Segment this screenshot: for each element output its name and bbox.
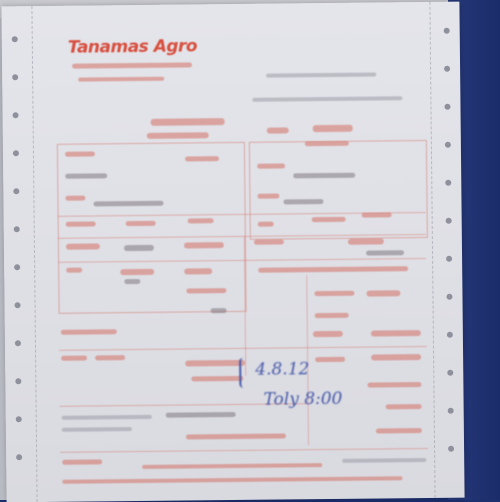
rule-line (60, 448, 428, 453)
row-smudge (315, 313, 349, 318)
tractor-hole (14, 264, 20, 270)
tractor-hole (16, 416, 22, 422)
field-label-smudge (185, 156, 219, 161)
tractor-hole (448, 408, 454, 414)
reference-block (249, 140, 428, 240)
tractor-holes-left (1, 6, 32, 502)
fineprint-smudge (62, 427, 132, 432)
tractor-hole (448, 446, 454, 452)
row-smudge (184, 268, 212, 274)
column-header-smudge (312, 217, 346, 222)
row-smudge (254, 239, 284, 244)
brand-logo (68, 36, 197, 57)
invoice-sheet (1, 2, 464, 502)
tractor-hole (444, 28, 450, 34)
row-smudge (366, 290, 400, 296)
totals-smudge (61, 356, 87, 361)
tractor-hole (13, 112, 19, 118)
handwritten-note-text: Toly 8:00 (263, 388, 343, 410)
tractor-hole (16, 454, 22, 460)
handwritten-date: 4.8.12 (255, 359, 310, 380)
header-grey-smudge (266, 72, 376, 77)
row-smudge (348, 238, 384, 244)
handwritten-note (231, 349, 348, 432)
row-smudge (366, 250, 404, 255)
field-value-smudge (93, 201, 163, 207)
footer-smudge (142, 463, 322, 469)
totals-smudge (386, 404, 422, 409)
row-smudge (314, 291, 354, 296)
tractor-hole (446, 218, 452, 224)
row-smudge (66, 243, 100, 249)
tractor-hole (444, 66, 450, 72)
field-value-smudge (283, 199, 323, 204)
tractor-hole (447, 332, 453, 338)
logo-subtitle-smudge (72, 62, 192, 68)
field-label-smudge (257, 194, 279, 199)
tractor-hole (12, 36, 18, 42)
row-smudge (258, 266, 408, 273)
footer-smudge (62, 476, 402, 484)
totals-smudge (95, 355, 125, 360)
tractor-hole (15, 340, 21, 346)
label-smudge (267, 127, 289, 133)
field-value-smudge (293, 173, 355, 179)
column-header-smudge (66, 221, 96, 226)
column-header-smudge (188, 218, 214, 223)
column-header-smudge (126, 221, 156, 226)
tractor-hole (444, 104, 450, 110)
field-label-smudge (65, 151, 95, 156)
form-title-smudge (151, 118, 225, 126)
tractor-hole (12, 74, 18, 80)
fineprint-smudge (186, 433, 286, 439)
perforation-left (31, 6, 37, 502)
tractor-hole (15, 302, 21, 308)
totals-smudge (371, 354, 421, 361)
column-header-smudge (258, 222, 274, 227)
tractor-hole (446, 294, 452, 300)
totals-smudge (367, 382, 421, 388)
row-smudge (184, 242, 224, 248)
footer-smudge (342, 458, 426, 463)
field-label-smudge (257, 163, 285, 168)
row-smudge (120, 269, 154, 275)
tractor-holes-right (433, 2, 464, 498)
tractor-hole (445, 180, 451, 186)
address-smudge (78, 77, 164, 82)
totals-smudge (376, 428, 422, 433)
footer-smudge (62, 459, 102, 464)
row-smudge (186, 288, 226, 293)
tractor-hole (13, 188, 19, 194)
tractor-hole (13, 150, 19, 156)
fineprint-smudge (166, 412, 236, 418)
tractor-hole (15, 378, 21, 384)
form-title-smudge (147, 132, 209, 139)
fineprint-smudge (62, 415, 152, 420)
tractor-hole (446, 256, 452, 262)
pen-stroke (239, 358, 249, 388)
header-grey-smudge (252, 96, 402, 102)
column-header-smudge (362, 212, 392, 217)
row-smudge (124, 279, 140, 284)
totals-smudge (371, 330, 421, 337)
invoice-number-smudge (313, 125, 353, 132)
tractor-hole (447, 370, 453, 376)
tractor-hole (445, 142, 451, 148)
brand-logo-text: Tanamas Agro (67, 36, 198, 58)
row-smudge (211, 308, 227, 313)
tractor-hole (14, 226, 20, 232)
row-smudge (66, 268, 82, 273)
field-label-smudge (65, 196, 85, 201)
row-smudge (124, 245, 154, 251)
totals-smudge (313, 331, 343, 337)
field-value-smudge (65, 173, 107, 178)
totals-smudge (61, 329, 117, 335)
